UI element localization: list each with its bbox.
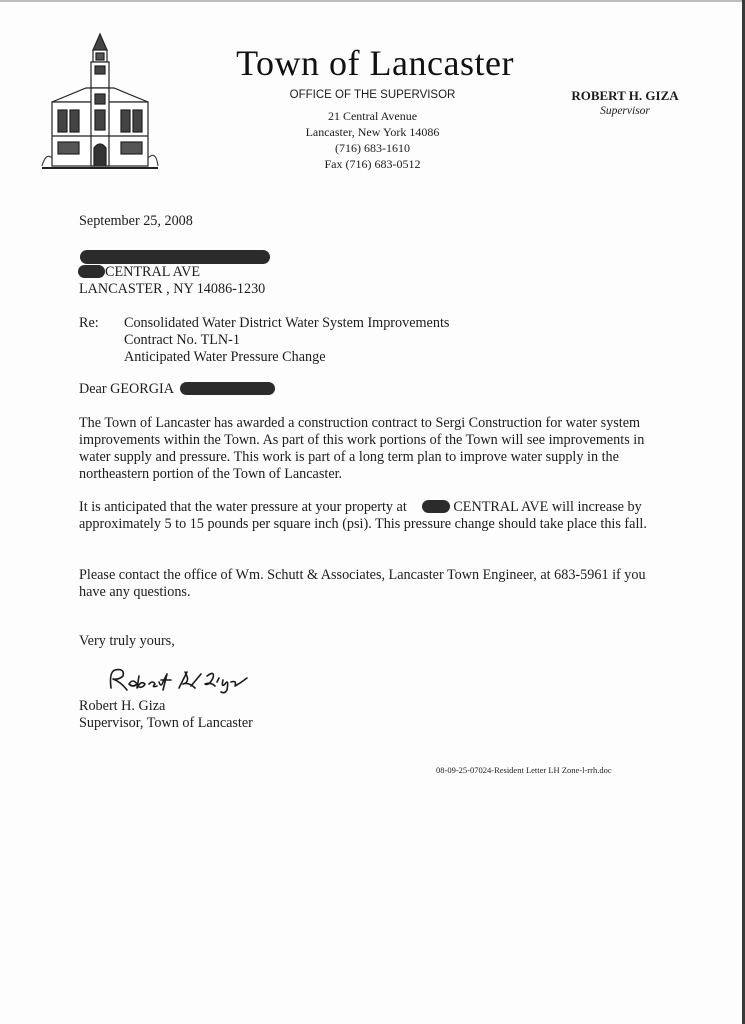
redaction-block bbox=[80, 250, 270, 264]
recipient-city: LANCASTER , NY 14086-1230 bbox=[79, 281, 266, 297]
office-name: OFFICE OF THE SUPERVISOR bbox=[289, 89, 456, 101]
fax-number: Fax (716) 683-0512 bbox=[324, 157, 421, 171]
re-line-3: Anticipated Water Pressure Change bbox=[124, 349, 326, 365]
re-line-2: Contract No. TLN-1 bbox=[124, 332, 240, 348]
re-line-1: Consolidated Water District Water System Improvements bbox=[124, 315, 450, 331]
letterhead-title: Town of Lancaster bbox=[236, 43, 514, 83]
paragraph-2 bbox=[79, 499, 659, 533]
address-street: 21 Central Avenue bbox=[327, 109, 418, 123]
paragraph-2-start: It is anticipated that the water pressure at your property at bbox=[79, 499, 407, 515]
letter-date: September 25, 2008 bbox=[79, 213, 193, 229]
supervisor-title: Supervisor bbox=[600, 105, 650, 117]
scan-edge-top bbox=[0, 0, 745, 2]
closing: Very truly yours, bbox=[79, 633, 175, 649]
recipient-street: CENTRAL AVE bbox=[105, 264, 200, 280]
town-hall-icon bbox=[40, 30, 160, 175]
handwritten-signature bbox=[105, 662, 255, 696]
redaction-block bbox=[180, 382, 275, 395]
recipient-street-line bbox=[78, 264, 200, 281]
paragraph-1: The Town of Lancaster has awarded a construction contract to Sergi Construction for water system improvements within the Town. As part of this work portions of the Town will see improvements in water supply and pressure. This work is part of a long term plan to improve water supply in the northeastern portion of the Town of Lancaster. bbox=[79, 415, 645, 482]
signatory-name: Robert H. Giza bbox=[79, 698, 166, 714]
re-label: Re: bbox=[79, 315, 99, 331]
file-reference: 08-09-25-07024-Resident Letter LH Zone-l-rrh.doc bbox=[436, 765, 612, 775]
salutation: Dear GEORGIA bbox=[79, 381, 174, 397]
signatory-title: Supervisor, Town of Lancaster bbox=[79, 715, 253, 731]
redaction-block bbox=[78, 265, 105, 278]
supervisor-name: ROBERT H. GIZA bbox=[571, 88, 679, 103]
address-city: Lancaster, New York 14086 bbox=[305, 125, 440, 139]
paragraph-3: Please contact the office of Wm. Schutt & Associates, Lancaster Town Engineer, at 683-5961 if you have any questions. bbox=[79, 567, 646, 600]
salutation-line bbox=[79, 381, 275, 398]
phone-number: (716) 683-1610 bbox=[335, 141, 410, 155]
paragraph-2-end: CENTRAL AVE will increase by approximately 5 to 15 pounds per square inch (psi). This pressure change should take place this fall. bbox=[79, 499, 647, 532]
redaction-block bbox=[422, 500, 450, 513]
